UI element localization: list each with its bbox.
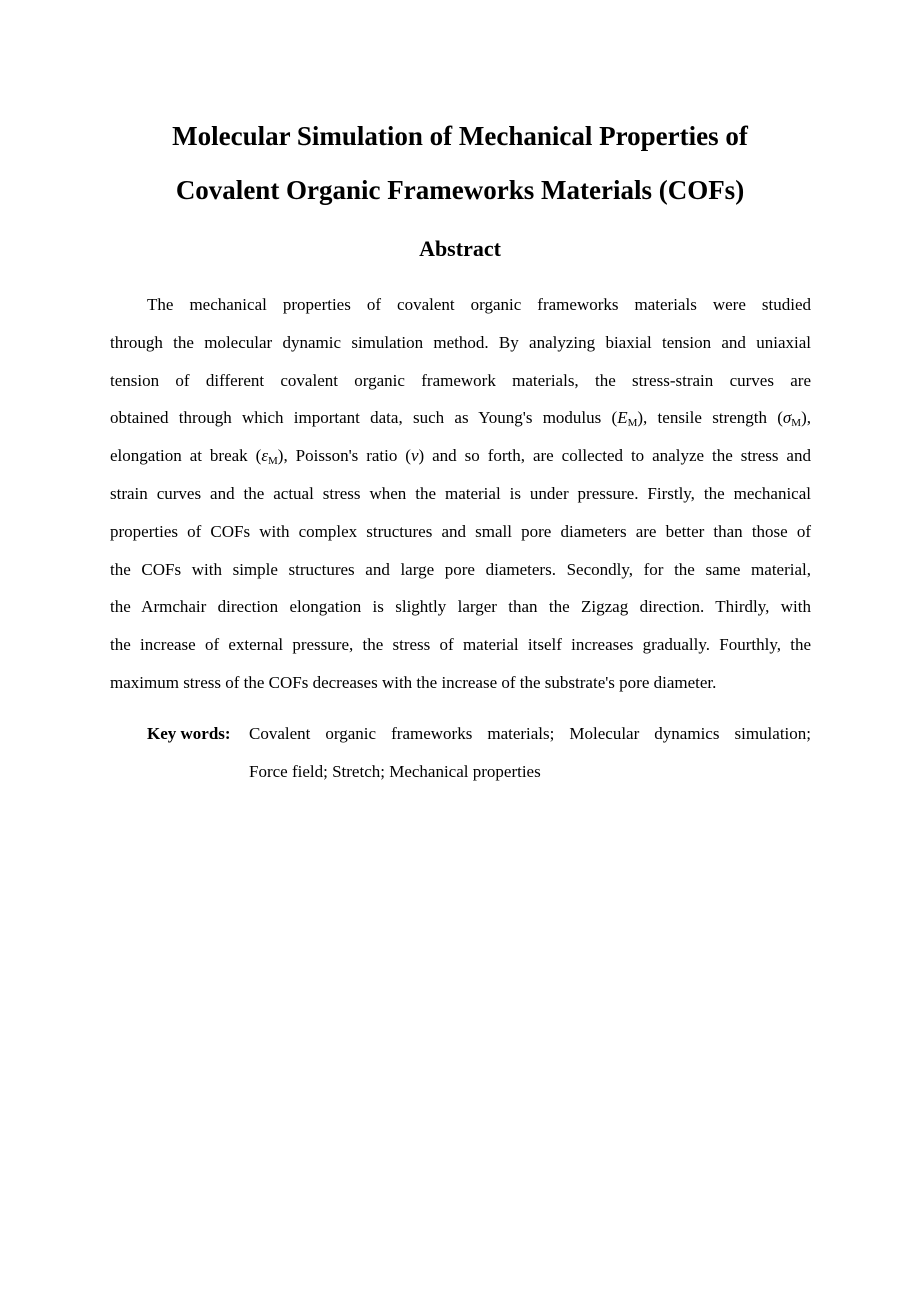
line4-text-a: obtained through which important data, such as Young's modulus ( bbox=[110, 408, 618, 428]
line5-text-a: elongation at break ( bbox=[110, 446, 262, 466]
youngs-modulus-subscript: M bbox=[627, 417, 638, 430]
abstract-body bbox=[110, 286, 811, 702]
keywords-line-2: Force field; Stretch; Mechanical properties bbox=[249, 762, 541, 781]
paper-title-line-1: Molecular Simulation of Mechanical Properties of bbox=[172, 121, 748, 151]
line4-text-b: ), tensile strength ( bbox=[637, 408, 783, 428]
abstract-line-6: strain curves and the actual stress when the material is under pressure. Firstly, the mechanical bbox=[110, 483, 811, 503]
abstract-heading: Abstract bbox=[419, 236, 501, 261]
abstract-line-11: maximum stress of the COFs decreases with the increase of the substrate's pore diameter. bbox=[110, 672, 717, 692]
abstract-line-10: the increase of external pressure, the stress of material itself increases gradually. Fourthly, the bbox=[110, 635, 811, 655]
abstract-line-3: tension of different covalent organic framework materials, the stress-strain curves are bbox=[110, 370, 811, 390]
abstract-line-2: through the molecular dynamic simulation method. By analyzing biaxial tension and uniaxial bbox=[110, 332, 811, 352]
tensile-strength-symbol: σ bbox=[782, 408, 792, 428]
elongation-subscript: M bbox=[268, 455, 278, 468]
abstract-line-4 bbox=[110, 399, 811, 437]
abstract-line-9: the Armchair direction elongation is slightly larger than the Zigzag direction. Thirdly, with bbox=[110, 597, 811, 617]
abstract-line-7: properties of COFs with complex structures and small pore diameters are better than those of bbox=[110, 521, 811, 541]
keywords-list bbox=[249, 715, 811, 791]
abstract-line-1: The mechanical properties of covalent organic frameworks materials were studied bbox=[147, 295, 811, 314]
paper-title bbox=[60, 109, 860, 217]
elongation-symbol: ε bbox=[261, 446, 269, 466]
poisson-ratio-symbol: ν bbox=[410, 446, 419, 466]
paper-title-line-2: Covalent Organic Frameworks Materials (COFs) bbox=[175, 175, 745, 205]
keywords-label: Key words: bbox=[147, 724, 231, 743]
abstract-line-5 bbox=[110, 437, 811, 475]
line4-text-c: ), bbox=[801, 408, 811, 428]
youngs-modulus-symbol: E bbox=[617, 408, 628, 428]
line5-text-b: ), Poisson's ratio ( bbox=[277, 446, 411, 466]
line5-text-c: ) and so forth, are collected to analyze the stress and bbox=[418, 446, 811, 466]
abstract-line-8: the COFs with simple structures and large pore diameters. Secondly, for the same material, bbox=[110, 559, 811, 579]
tensile-strength-subscript: M bbox=[791, 417, 802, 430]
keywords-line-1: Covalent organic frameworks materials; Molecular dynamics simulation; bbox=[249, 724, 811, 743]
